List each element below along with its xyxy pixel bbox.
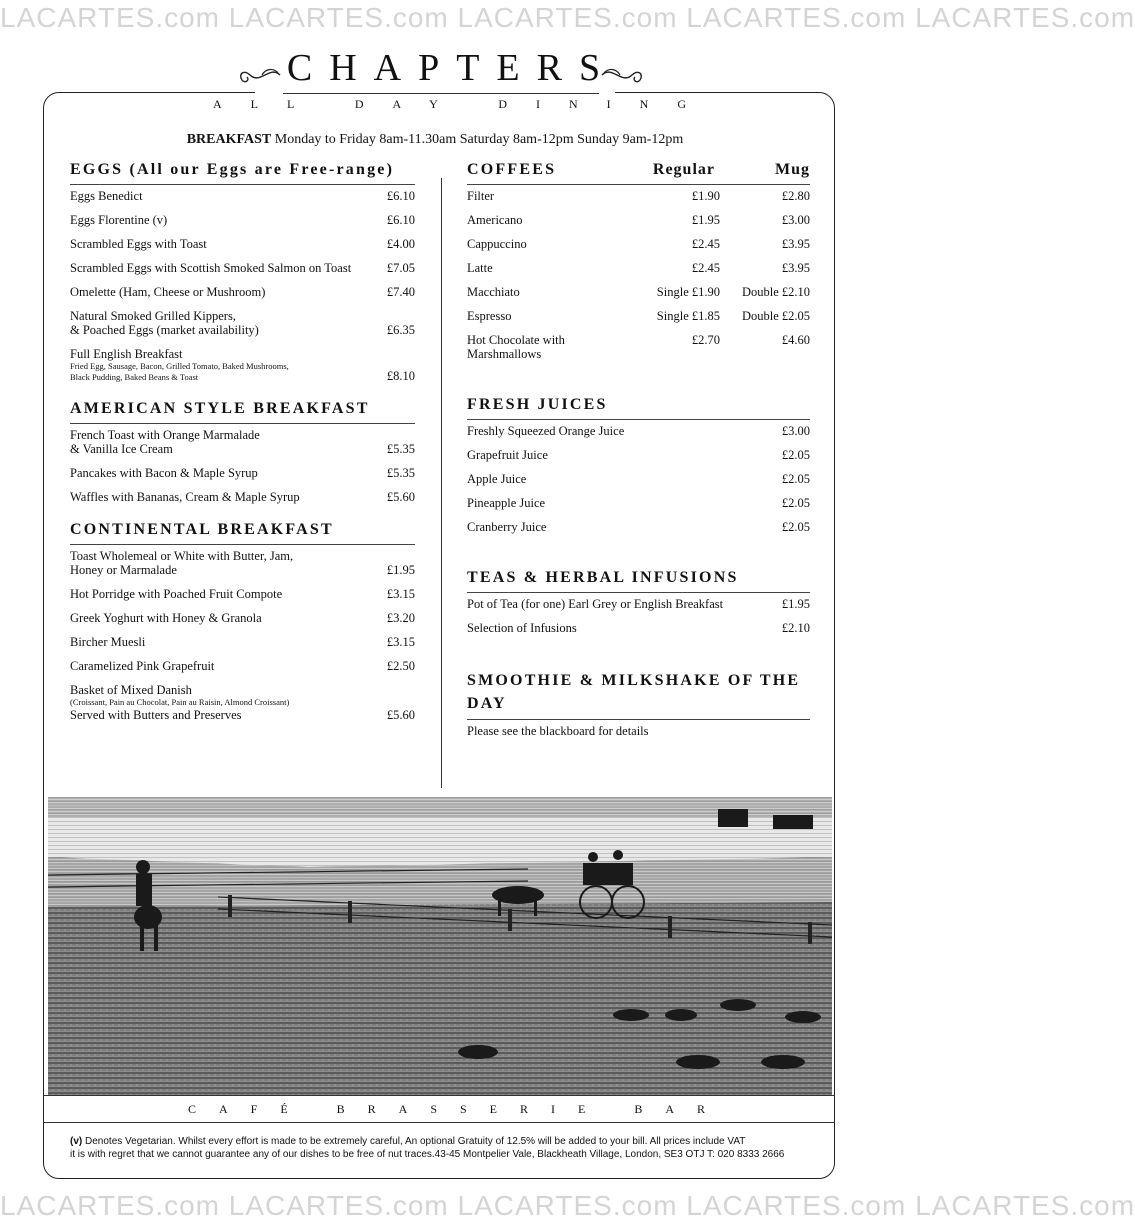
item-name: Eggs Benedict [70, 189, 143, 203]
item-price: £5.60 [386, 708, 415, 722]
item-name-line1: Full English Breakfast [70, 347, 183, 361]
item-price: £6.10 [386, 213, 415, 227]
menu-item [70, 309, 415, 337]
item-price: £7.40 [386, 285, 415, 299]
item-name-line2: Served with Butters and Preserves [70, 708, 242, 722]
item-name-line1: Basket of Mixed Danish [70, 683, 192, 697]
engraving-illustration [48, 797, 832, 1095]
breakfast-hours [0, 132, 870, 148]
mug-price: £3.95 [781, 237, 810, 251]
footer-divider-bottom [43, 1122, 835, 1123]
item-name: Grapefruit Juice [467, 448, 548, 462]
item-name: Cappuccino [467, 237, 527, 251]
regular-price: £2.70 [691, 333, 720, 347]
menu-item [70, 213, 415, 227]
item-name: Selection of Infusions [467, 621, 577, 635]
item-name-line1: Toast Wholemeal or White with Butter, Jam, [70, 549, 294, 563]
item-name-line2: & Poached Eggs (market availability) [70, 323, 259, 337]
title-divider [283, 93, 599, 94]
item-price: £3.15 [386, 635, 415, 649]
item-name: Greek Yoghurt with Honey & Granola [70, 611, 262, 625]
menu-item [70, 466, 415, 480]
menu-item [70, 635, 415, 649]
item-name: Scrambled Eggs with Toast [70, 237, 207, 251]
menu-item [70, 285, 415, 299]
item-name: Caramelized Pink Grapefruit [70, 659, 215, 673]
item-name: Espresso [467, 309, 512, 323]
item-name [70, 549, 375, 577]
double-price: Double £2.05 [741, 309, 810, 323]
hours-label: BREAKFAST [186, 132, 272, 147]
item-name: Apple Juice [467, 472, 527, 486]
item-name [70, 683, 375, 722]
item-price: £5.35 [386, 442, 415, 456]
smoothie-note: Please see the blackboard for details [467, 724, 649, 738]
coffee-item [467, 333, 810, 361]
item-name: Latte [467, 261, 493, 275]
menu-item [467, 520, 810, 534]
item-name [70, 347, 375, 383]
continental-section-title: CONTINENTAL BREAKFAST [70, 520, 415, 545]
item-name-line1: Natural Smoked Grilled Kippers, [70, 309, 236, 323]
menu-item [467, 424, 810, 438]
double-price: Double £2.10 [741, 285, 810, 299]
footer-note-text: Denotes Vegetarian. Whilst every effort is made to be extremely careful, An optional Gratuity of 12.5% will be added to your bill. All prices include VAT [82, 1136, 746, 1147]
item-name: Hot Chocolate with Marshmallows [467, 333, 565, 361]
smoothie-section-title: SMOOTHIE & MILKSHAKE OF THE DAY [467, 669, 810, 720]
coffee-item [467, 309, 810, 323]
coffee-item [467, 213, 810, 227]
menu-item [70, 490, 415, 504]
menu-item [70, 683, 415, 722]
mug-price: £2.80 [781, 189, 810, 203]
menu-item [467, 472, 810, 486]
item-price: £1.95 [386, 563, 415, 577]
menu-item [70, 611, 415, 625]
watermark-top: LACARTES.com LACARTES.com LACARTES.com LACARTES.com LACARTES.com [0, 2, 1135, 33]
item-detail: Fried Egg, Sausage, Bacon, Grilled Tomato, Baked Mushrooms, [70, 361, 289, 371]
single-price: Single £1.90 [656, 285, 720, 299]
item-price: £1.95 [781, 597, 810, 611]
item-name: Pineapple Juice [467, 496, 546, 510]
item-price: £2.05 [781, 472, 810, 486]
menu-item [70, 659, 415, 673]
coffee-item [467, 237, 810, 251]
item-price: £5.60 [386, 490, 415, 504]
teas-section-title: TEAS & HERBAL INFUSIONS [467, 568, 810, 593]
item-detail: Black Pudding, Baked Beans & Toast [70, 372, 199, 382]
regular-price: £2.45 [691, 237, 720, 251]
menu-item [70, 189, 415, 203]
item-price: £4.00 [386, 237, 415, 251]
mug-column-header: Mug [775, 161, 810, 178]
regular-price: £1.95 [691, 213, 720, 227]
brand-title: CHAPTERS [286, 47, 618, 89]
column-divider [441, 178, 442, 788]
item-name: Eggs Florentine (v) [70, 213, 168, 227]
item-name: Freshly Squeezed Orange Juice [467, 424, 625, 438]
item-name-line2: Honey or Marmalade [70, 563, 177, 577]
item-name [70, 309, 375, 337]
mug-price: £4.60 [781, 333, 810, 347]
footer-note-line2: it is with regret that we cannot guarantee any of our dishes to be free of nut traces.43-45 Montpelier Vale, Blackheath Village, London, SE3 OTJ T: 020 8333 2666 [70, 1149, 785, 1160]
coffee-item [467, 285, 810, 299]
footer-tagline: CAFÉ BRASSERIE BAR [187, 1102, 729, 1116]
footer-divider-top [43, 1095, 835, 1096]
item-price: £7.05 [386, 261, 415, 275]
item-name: Pot of Tea (for one) Earl Grey or English Breakfast [467, 597, 724, 611]
coffee-item [467, 261, 810, 275]
menu-item [70, 587, 415, 601]
menu-item [467, 597, 810, 611]
item-name [70, 428, 375, 456]
item-name: Omelette (Ham, Cheese or Mushroom) [70, 285, 266, 299]
coffees-section-header [467, 160, 810, 185]
item-name: Americano [467, 213, 523, 227]
right-column [467, 160, 810, 738]
item-name: Scrambled Eggs with Scottish Smoked Salmon on Toast [70, 261, 352, 275]
vegetarian-mark: (v) [70, 1136, 83, 1147]
coffee-item [467, 189, 810, 203]
eggs-section-title: EGGS (All our Eggs are Free-range) [70, 160, 415, 185]
mug-price: £3.00 [781, 213, 810, 227]
item-name: Hot Porridge with Poached Fruit Compote [70, 587, 283, 601]
brand-subtitle: ALL DAY DINING [213, 97, 715, 111]
mug-price: £3.95 [781, 261, 810, 275]
item-name-line1: French Toast with Orange Marmalade [70, 428, 260, 442]
item-price: £5.35 [386, 466, 415, 480]
item-price: £2.05 [781, 520, 810, 534]
menu-item [70, 347, 415, 383]
item-price: £2.50 [386, 659, 415, 673]
single-price: Single £1.85 [656, 309, 720, 323]
regular-price: £1.90 [691, 189, 720, 203]
item-name: Cranberry Juice [467, 520, 547, 534]
item-price: £3.00 [781, 424, 810, 438]
menu-item [70, 428, 415, 456]
hours-text: Monday to Friday 8am-11.30am Saturday 8am-12pm Sunday 9am-12pm [274, 132, 684, 147]
footer-note-line1 [70, 1136, 850, 1147]
item-price: £8.10 [386, 369, 415, 383]
watermark-bottom: LACARTES.com LACARTES.com LACARTES.com LACARTES.com LACARTES.com [0, 1190, 1135, 1221]
item-name: Pancakes with Bacon & Maple Syrup [70, 466, 258, 480]
regular-price: £2.45 [691, 261, 720, 275]
item-price: £3.15 [386, 587, 415, 601]
item-price: £6.35 [386, 323, 415, 337]
item-name: Filter [467, 189, 495, 203]
regular-column-header: Regular [652, 161, 715, 178]
item-price: £2.10 [781, 621, 810, 635]
item-price: £6.10 [386, 189, 415, 203]
menu-item [70, 237, 415, 251]
juices-section-title: FRESH JUICES [467, 395, 810, 420]
item-name-line2: & Vanilla Ice Cream [70, 442, 173, 456]
menu-item [70, 549, 415, 577]
item-name: Macchiato [467, 285, 520, 299]
item-price: £3.20 [386, 611, 415, 625]
american-section-title: AMERICAN STYLE BREAKFAST [70, 399, 415, 424]
menu-item [467, 496, 810, 510]
menu-item [70, 261, 415, 275]
item-price: £2.05 [781, 496, 810, 510]
item-detail: (Croissant, Pain au Chocolat, Pain au Raisin, Almond Croissant) [70, 697, 290, 707]
menu-item [467, 448, 810, 462]
item-name: Waffles with Bananas, Cream & Maple Syrup [70, 490, 300, 504]
left-column [70, 160, 415, 732]
item-name: Bircher Muesli [70, 635, 146, 649]
menu-item [467, 621, 810, 635]
coffees-section-title: COFFEES [467, 161, 557, 178]
item-price: £2.05 [781, 448, 810, 462]
